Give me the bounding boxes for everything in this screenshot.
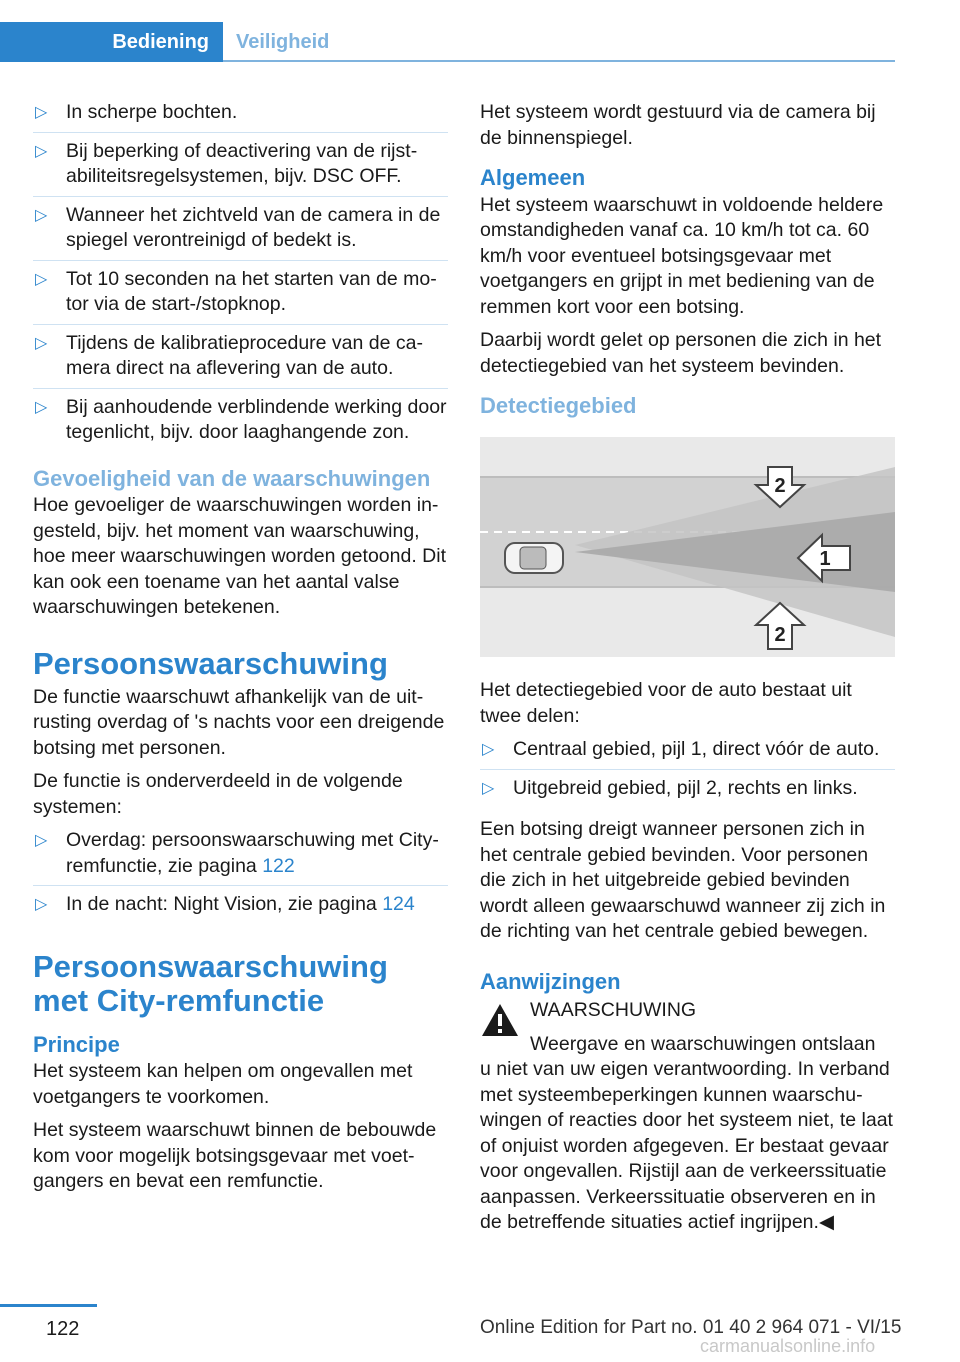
list-item-text: Tijdens de kalibratieprocedure van de camera direct na aflevering van de auto.: [66, 331, 423, 379]
arrow-2-bottom-label: 2: [774, 623, 786, 646]
list-item-text: Uitgebreid gebied, pijl 2, rechts en links.: [513, 776, 858, 799]
list-item: [33, 267, 448, 325]
list-item: [480, 737, 895, 770]
list-item: [33, 395, 448, 452]
arrow-2-top-label: 2: [774, 474, 786, 497]
list-item: [33, 139, 448, 197]
edition-text: Online Edition for Part no. 01 40 2 964 071 - VI/15: [480, 1317, 902, 1338]
triangle-bullet-icon: ▷: [35, 142, 48, 160]
warning-line-1: Weergave en waarschuwingen ontslaan: [530, 1032, 876, 1055]
paragraph-botsing: Een botsing dreigt wanneer personen zich in het centrale gebied bevinden. Voor personen die zich in het uitgebreide gebied bevinden wordt alleen gewaarschuwd wanneer zij zich in de richting van het centrale gebied bewegen.: [480, 818, 886, 942]
triangle-bullet-icon: ▷: [35, 206, 48, 224]
warning-block: [480, 998, 895, 1236]
triangle-bullet-icon: ▷: [35, 270, 48, 288]
list-item-text: Wanneer het zichtveld van de camera in de spiegel verontreinigd of bedekt is.: [66, 203, 441, 251]
tab-veiligheid[interactable]: Veiligheid: [236, 31, 330, 53]
paragraph-persoons-2: De functie is onderverdeeld in de volgende systemen:: [33, 770, 403, 818]
heading-algemeen: Algemeen: [480, 165, 586, 190]
footer-rule: [0, 1304, 97, 1307]
list-item: [33, 331, 448, 389]
watermark: carmanualsonline.info: [700, 1336, 876, 1356]
list-item: [33, 892, 448, 924]
header-tabs: [0, 22, 895, 62]
warning-text: u niet van uw eigen verantwoording. In verband met systeembeperkingen kunnen waarschuwingen of reacties door het systeem niet, te laat of onjuist worden afgegeven. Er bestaat gevaar voor ongevallen. Rijstijl aan de verkeerssituatie aanpassen. Verkeerssituatie observeren en in de betreffende situaties actief ingrijpen.◀: [480, 1058, 893, 1233]
heading-city-remfunctie: Persoonswaarschuwing met City-remfunctie: [33, 948, 388, 1018]
triangle-bullet-icon: ▷: [35, 104, 48, 121]
triangle-bullet-icon: ▷: [35, 832, 48, 849]
heading-gevoeligheid: Gevoeligheid van de waarschuwingen: [33, 465, 431, 491]
list-item-text: Tot 10 seconden na het starten van de motor via de start-/stopknop.: [66, 267, 437, 315]
list-item: [33, 100, 448, 133]
heading-detectiegebied: Detectiegebied: [480, 393, 637, 418]
detection-area-figure: [480, 437, 895, 657]
list-item: [33, 828, 448, 886]
heading-persoonswaarschuwing: Persoonswaarschuwing: [33, 645, 388, 681]
left-column: [33, 100, 448, 1203]
list-item-text: In scherpe bochten.: [66, 101, 238, 123]
paragraph-intro: Het systeem wordt gestuurd via de camera bij de binnenspiegel.: [480, 101, 876, 149]
systems-list: [33, 828, 448, 924]
list-item: [480, 776, 895, 808]
paragraph-algemeen-2: Daarbij wordt gelet op personen die zich in het detectiegebied van het systeem bevinden.: [480, 329, 882, 377]
car-icon: [505, 543, 563, 573]
list-item: [33, 203, 448, 261]
triangle-bullet-icon: ▷: [482, 779, 495, 797]
list-item-text: Bij aanhoudende verblindende werking door tegenlicht, bijv. door laaghangende zon.: [66, 395, 447, 443]
paragraph-principe-2: Het systeem waarschuwt binnen de bebouwde kom voor mogelijk botsingsgevaar met voetgangers en bevat een remfunctie.: [33, 1119, 437, 1192]
page-link-122[interactable]: 122: [262, 854, 295, 877]
paragraph-gevoeligheid: Hoe gevoeliger de waarschuwingen worden ingesteld, bijv. het moment van waarschuwing, hoe meer waarschuwingen worden getoond. Dit kan ook een toename van het aantal valse waarschuwingen betekenen.: [33, 494, 446, 618]
paragraph-algemeen-1: Het systeem waarschuwt in voldoende heldere omstandigheden vanaf ca. 10 km/h tot ca. 60 km/h voor eventueel botsingsgevaar met voetgangers en grijpt in met bediening van de remmen kort voor een botsing.: [480, 193, 884, 318]
arrow-1-label: 1: [819, 547, 831, 570]
triangle-bullet-icon: ▷: [35, 398, 48, 416]
page-link-124[interactable]: 124: [382, 893, 415, 915]
warning-title: WAARSCHUWING: [530, 999, 697, 1021]
paragraph-principe-1: Het systeem kan helpen om ongevallen met voetgangers te voorkomen.: [33, 1060, 413, 1108]
list-item-text: Bij beperking of deactivering van de rijstabiliteitsregelsystemen, bijv. DSC OFF.: [66, 139, 418, 187]
paragraph-persoons-1: De functie waarschuwt afhankelijk van de uitrusting overdag of 's nachts voor een dreigende botsing met personen.: [33, 685, 445, 759]
list-item-text: Overdag: persoonswaarschuwing met City-remfunctie, zie pagina: [66, 829, 439, 877]
tab-underline: [223, 60, 895, 62]
triangle-bullet-icon: ▷: [35, 334, 48, 352]
right-column: [480, 100, 895, 1244]
areas-list: [480, 737, 895, 807]
warning-triangle-icon: [480, 1002, 520, 1038]
triangle-bullet-icon: ▷: [482, 741, 495, 758]
heading-principe: Principe: [33, 1031, 120, 1057]
page-number: 122: [46, 1318, 80, 1340]
list-item-text: Centraal gebied, pijl 1, direct vóór de auto.: [513, 738, 880, 760]
heading-aanwijzingen: Aanwijzingen: [480, 968, 621, 994]
conditions-list: [33, 100, 448, 452]
triangle-bullet-icon: ▷: [35, 896, 48, 913]
list-item-text: In de nacht: Night Vision, zie pagina: [66, 893, 383, 915]
paragraph-detectie: Het detectiegebied voor de auto bestaat uit twee delen:: [480, 679, 852, 727]
tab-bediening[interactable]: Bediening: [0, 22, 223, 62]
